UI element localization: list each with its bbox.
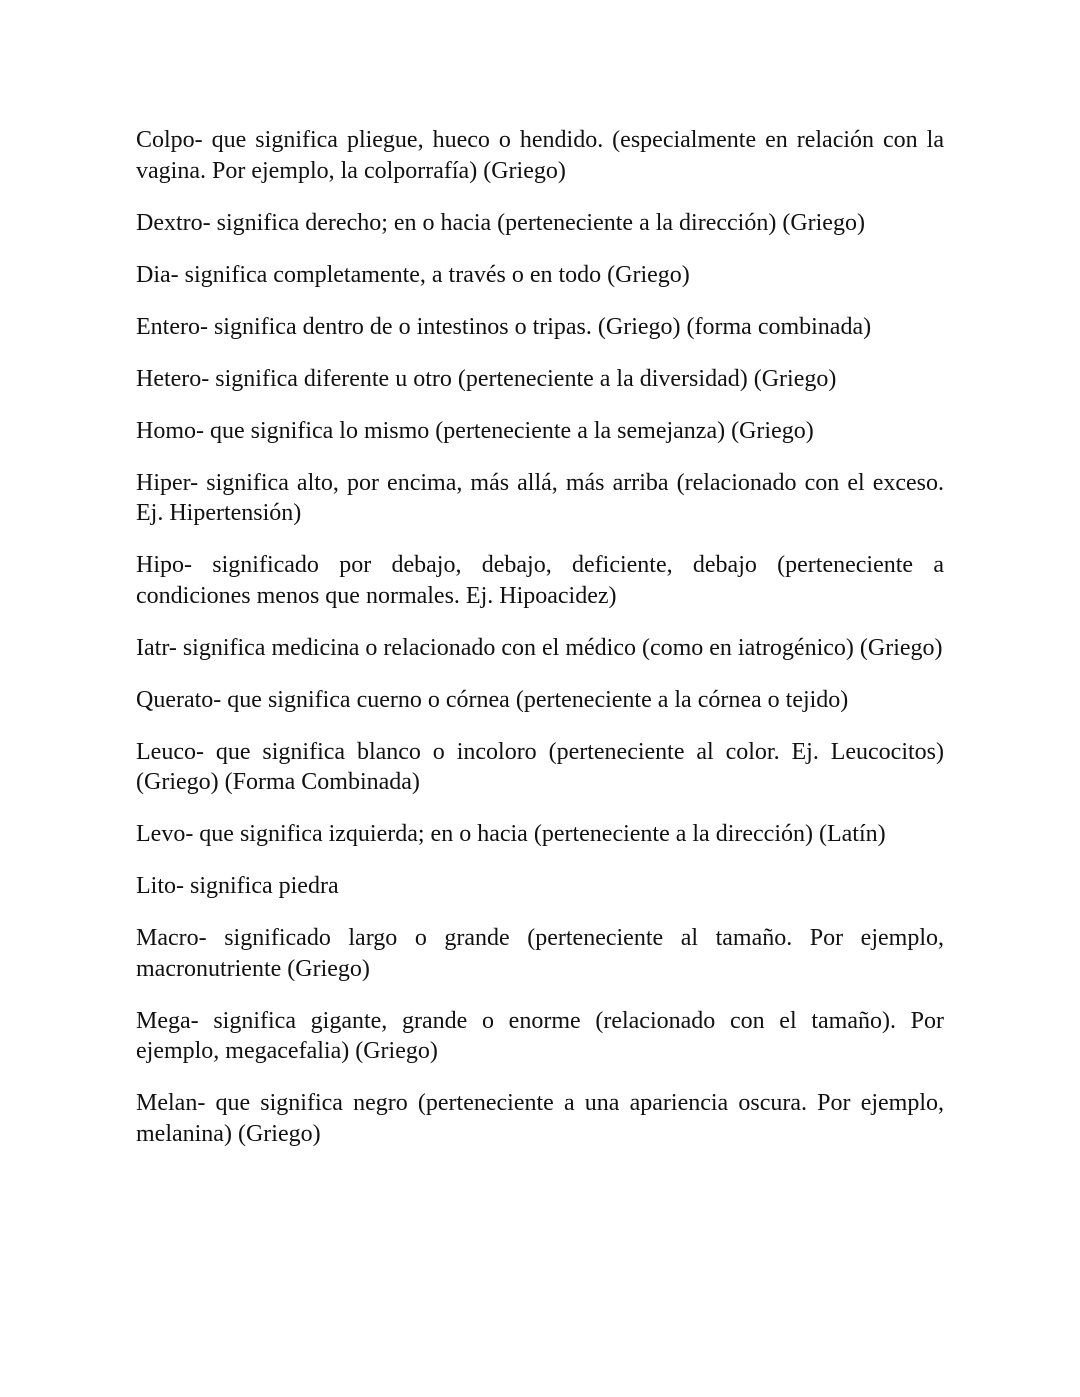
entry-hipo: Hipo- significado por debajo, debajo, deficiente, debajo (perteneciente a condiciones menos que normales. Ej. Hipoacidez) — [136, 552, 944, 609]
entry-melan: Melan- que significa negro (perteneciente a una apariencia oscura. Por ejemplo, melanina) (Griego) — [136, 1090, 944, 1147]
entry-homo: Homo- que significa lo mismo (perteneciente a la semejanza) (Griego) — [136, 417, 814, 444]
entry-querato: Querato- que significa cuerno o córnea (perteneciente a la córnea o tejido) — [136, 686, 849, 713]
entry-entero: Entero- significa dentro de o intestinos o tripas. (Griego) (forma combinada) — [136, 313, 872, 340]
entry-dia: Dia- significa completamente, a través o en todo (Griego) — [136, 261, 690, 288]
document-page — [136, 125, 944, 1171]
entry-leuco: Leuco- que significa blanco o incoloro (perteneciente al color. Ej. Leucocitos) (Griego) (Forma Combinada) — [136, 738, 944, 795]
entry-iatr: Iatr- significa medicina o relacionado con el médico (como en iatrogénico) (Griego) — [136, 634, 943, 661]
entry-hetero: Hetero- significa diferente u otro (perteneciente a la diversidad) (Griego) — [136, 365, 837, 392]
entry-macro: Macro- significado largo o grande (perteneciente al tamaño. Por ejemplo, macronutriente (Griego) — [136, 925, 944, 982]
entry-lito: Lito- significa piedra — [136, 873, 339, 899]
entry-mega: Mega- significa gigante, grande o enorme (relacionado con el tamaño). Por ejemplo, megacefalia) (Griego) — [136, 1007, 944, 1064]
entry-levo: Levo- que significa izquierda; en o hacia (perteneciente a la dirección) (Latín) — [136, 821, 886, 847]
entry-colpo: Colpo- que significa pliegue, hueco o hendido. (especialmente en relación con la vagina. Por ejemplo, la colporrafía) (Griego) — [136, 127, 944, 184]
entry-hiper: Hiper- significa alto, por encima, más allá, más arriba (relacionado con el exceso. Ej. Hipertensión) — [136, 469, 944, 526]
entry-dextro: Dextro- significa derecho; en o hacia (perteneciente a la dirección) (Griego) — [136, 209, 865, 236]
